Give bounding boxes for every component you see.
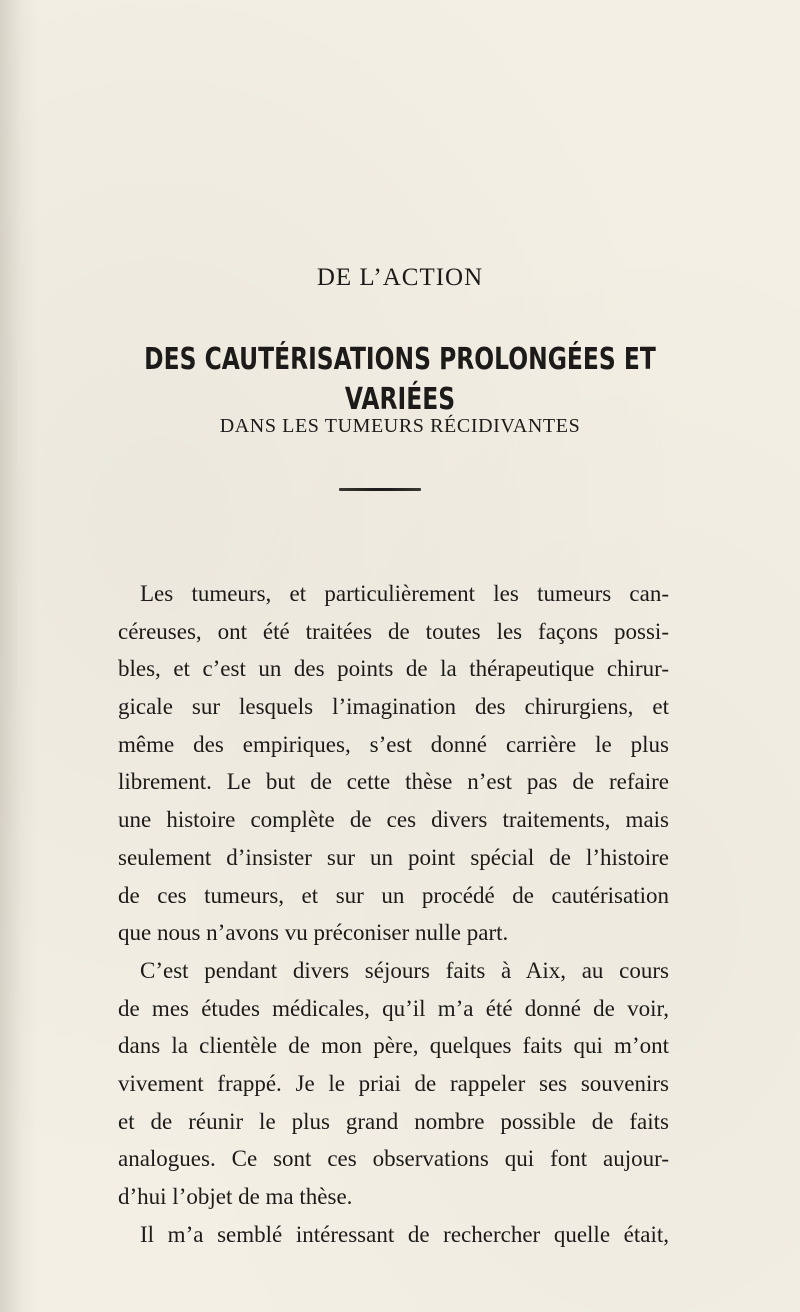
text-line: dans la clientèle de mon père, quelques faits qui m’ont xyxy=(118,1033,669,1059)
section-divider xyxy=(339,488,421,491)
text-line: seulement d’insister sur un point spécial de l’histoire xyxy=(118,844,669,870)
text-line: et de réunir le plus grand nombre possible de faits xyxy=(118,1108,669,1134)
chapter-title-line-2: DES CAUTÉRISATIONS PROLONGÉES ET VARIÉES xyxy=(144,342,656,417)
page-binding-shadow xyxy=(0,0,38,1312)
text-line: d’hui l’objet de ma thèse. xyxy=(118,1184,353,1209)
text-line: gicale sur lesquels l’imagination des chirurgiens, et xyxy=(118,694,669,720)
text-line: librement. Le but de cette thèse n’est pas de refaire xyxy=(118,769,669,795)
text-line: analogues. Ce sont ces observations qui font aujour- xyxy=(118,1146,669,1172)
text-line: de mes études médicales, qu’il m’a été donné de voir, xyxy=(118,995,669,1021)
text-line: vivement frappé. Je le priai de rappeler ses souvenirs xyxy=(118,1070,669,1096)
text-line: céreuses, ont été traitées de toutes les façons possi- xyxy=(118,618,669,644)
text-line: C’est pendant divers séjours faits à Aix, au cours xyxy=(140,957,669,983)
chapter-title-line-1: DE L’ACTION xyxy=(316,264,484,291)
text-line: une histoire complète de ces divers traitements, mais xyxy=(118,807,669,833)
text-line: Les tumeurs, et particulièrement les tumeurs can- xyxy=(140,581,669,606)
body-text xyxy=(118,575,669,1253)
text-line: de ces tumeurs, et sur un procédé de cautérisation xyxy=(118,882,669,908)
text-line: que nous n’avons vu préconiser nulle part. xyxy=(118,920,509,946)
text-line: bles, et c’est un des points de la thérapeutique chirur- xyxy=(118,656,669,682)
text-line: même des empiriques, s’est donné carrière le plus xyxy=(118,731,669,757)
text-line: Il m’a semblé intéressant de rechercher quelle était, xyxy=(140,1221,669,1247)
chapter-title-line-3: DANS LES TUMEURS RÉCIDIVANTES xyxy=(219,415,581,437)
